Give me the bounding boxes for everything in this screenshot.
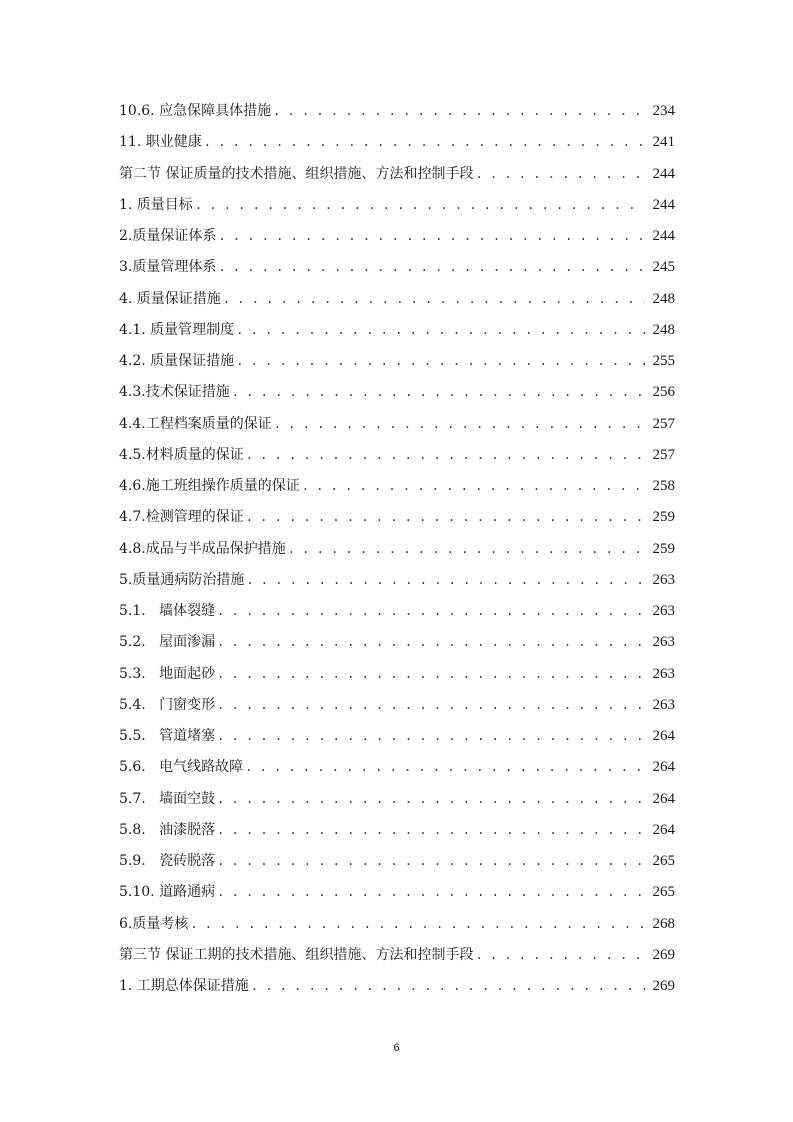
toc-entry-page-number: 257	[652, 446, 675, 463]
toc-entry-page-number: 264	[652, 759, 675, 776]
toc-entry-page-number: 248	[652, 290, 675, 307]
toc-entry[interactable]	[119, 690, 675, 721]
toc-dot-leader	[217, 627, 644, 658]
toc-dot-leader	[218, 252, 644, 283]
toc-entry-page-number: 263	[652, 571, 675, 588]
toc-entry-page-number: 258	[652, 478, 675, 494]
toc-dot-leader	[217, 659, 644, 690]
toc-dot-leader	[223, 284, 645, 315]
toc-entry-title: 5.6. 电气线路故障	[119, 759, 244, 776]
toc-dot-leader	[190, 909, 644, 940]
toc-dot-leader	[236, 315, 644, 346]
toc-entry[interactable]	[119, 846, 675, 877]
toc-entry-page-number: 257	[652, 415, 675, 432]
toc-entry-title: 5.5. 管道堵塞	[119, 728, 216, 744]
toc-dot-leader	[217, 690, 644, 721]
toc-entry[interactable]	[119, 909, 675, 940]
toc-entry-title: 5.质量通病防治措施	[119, 571, 245, 588]
toc-entry-title: 11. 职业健康	[119, 134, 202, 151]
toc-entry-title: 2.质量保证体系	[119, 228, 217, 244]
toc-dot-leader	[217, 846, 644, 877]
toc-entry-title: 6.质量考核	[119, 915, 189, 932]
toc-entry-page-number: 264	[652, 821, 675, 838]
toc-entry[interactable]	[119, 565, 675, 596]
toc-dot-leader	[195, 190, 645, 221]
page-number: 6	[393, 1042, 400, 1054]
toc-entry-page-number: 265	[652, 853, 675, 869]
toc-entry[interactable]	[119, 190, 675, 221]
toc-entry[interactable]	[119, 346, 675, 377]
toc-entry-page-number: 259	[652, 509, 675, 526]
toc-dot-leader	[475, 159, 644, 190]
toc-dot-leader	[246, 440, 645, 471]
toc-entry[interactable]	[119, 252, 675, 283]
toc-entry-page-number: 264	[652, 790, 675, 807]
toc-entry[interactable]	[119, 752, 675, 783]
toc-entry[interactable]	[119, 377, 675, 408]
toc-entry-page-number: 255	[652, 353, 675, 369]
toc-entry-title: 1. 质量目标	[119, 196, 193, 213]
toc-entry-page-number: 234	[652, 103, 675, 119]
toc-entry-page-number: 248	[652, 321, 675, 338]
toc-entry-title: 10.6. 应急保障具体措施	[119, 103, 272, 119]
toc-entry-title: 第二节 保证质量的技术措施、组织措施、方法和控制手段	[119, 165, 474, 182]
toc-entry[interactable]	[119, 596, 675, 627]
toc-entry-title: 5.2. 屋面渗漏	[119, 634, 216, 651]
toc-entry-page-number: 263	[652, 665, 675, 682]
toc-entry-title: 5.9. 瓷砖脱落	[119, 853, 216, 869]
toc-entry-title: 5.4. 门窗变形	[119, 696, 216, 713]
toc-dot-leader	[274, 409, 645, 440]
toc-entry-page-number: 269	[652, 978, 675, 994]
toc-entry[interactable]	[119, 971, 675, 1002]
toc-entry[interactable]	[119, 96, 675, 127]
toc-dot-leader	[217, 784, 644, 815]
toc-entry-title: 5.7. 墙面空鼓	[119, 790, 216, 807]
toc-dot-leader	[217, 721, 644, 752]
toc-dot-leader	[217, 877, 644, 908]
toc-entry-title: 4.4.工程档案质量的保证	[119, 415, 272, 432]
toc-dot-leader	[302, 471, 645, 502]
toc-entry[interactable]	[119, 627, 675, 658]
toc-entry-page-number: 244	[652, 196, 675, 213]
toc-entry-title: 4.3.技术保证措施	[119, 384, 230, 401]
toc-entry[interactable]	[119, 127, 675, 158]
toc-dot-leader	[217, 815, 644, 846]
toc-entry[interactable]	[119, 409, 675, 440]
toc-dot-leader	[217, 596, 644, 627]
toc-entry-title: 5.8. 油漆脱落	[119, 821, 216, 838]
toc-entry-page-number: 269	[652, 946, 675, 963]
toc-dot-leader	[218, 221, 644, 252]
toc-dot-leader	[246, 502, 645, 533]
toc-entry-page-number: 241	[652, 134, 675, 151]
toc-entry-page-number: 265	[652, 884, 675, 901]
toc-dot-leader	[232, 377, 645, 408]
toc-entry[interactable]	[119, 440, 675, 471]
toc-dot-leader	[273, 96, 644, 127]
toc-entry[interactable]	[119, 784, 675, 815]
toc-entry-title: 第三节 保证工期的技术措施、组织措施、方法和控制手段	[119, 946, 474, 963]
toc-entry[interactable]	[119, 502, 675, 533]
toc-entry[interactable]	[119, 159, 675, 190]
toc-entry-page-number: 263	[652, 634, 675, 651]
toc-entry-title: 4.5.材料质量的保证	[119, 446, 244, 463]
toc-entry-title: 1. 工期总体保证措施	[119, 978, 249, 994]
toc-dot-leader	[204, 127, 645, 158]
toc-entry-page-number: 244	[652, 228, 675, 244]
toc-entry[interactable]	[119, 877, 675, 908]
toc-entry-title: 4.2. 质量保证措施	[119, 353, 235, 369]
toc-entry-title: 5.10. 道路通病	[119, 884, 216, 901]
toc-entry-page-number: 264	[652, 728, 675, 744]
toc-entry[interactable]	[119, 534, 675, 565]
toc-entry[interactable]	[119, 471, 675, 502]
table-of-contents	[119, 96, 675, 1002]
toc-entry-page-number: 263	[652, 696, 675, 713]
toc-dot-leader	[236, 346, 644, 377]
toc-entry-page-number: 263	[652, 603, 675, 619]
toc-entry[interactable]	[119, 940, 675, 971]
toc-entry[interactable]	[119, 315, 675, 346]
toc-dot-leader	[475, 940, 644, 971]
toc-entry-title: 3.质量管理体系	[119, 259, 217, 276]
toc-dot-leader	[246, 565, 644, 596]
toc-dot-leader	[251, 971, 645, 1002]
toc-entry-page-number: 259	[652, 540, 675, 557]
toc-entry-page-number: 256	[652, 384, 675, 401]
toc-entry[interactable]	[119, 815, 675, 846]
toc-entry-page-number: 245	[652, 259, 675, 276]
toc-entry-title: 4.7.检测管理的保证	[119, 509, 244, 526]
toc-entry-title: 4.1. 质量管理制度	[119, 321, 235, 338]
toc-entry-title: 4.6.施工班组操作质量的保证	[119, 478, 300, 494]
toc-entry-title: 5.1. 墙体裂缝	[119, 603, 216, 619]
toc-entry[interactable]	[119, 221, 675, 252]
toc-entry-title: 5.3. 地面起砂	[119, 665, 216, 682]
toc-entry[interactable]	[119, 284, 675, 315]
toc-entry[interactable]	[119, 659, 675, 690]
toc-entry-page-number: 268	[652, 915, 675, 932]
toc-entry-page-number: 244	[652, 165, 675, 182]
toc-dot-leader	[288, 534, 645, 565]
toc-entry[interactable]	[119, 721, 675, 752]
toc-entry-title: 4. 质量保证措施	[119, 290, 221, 307]
toc-dot-leader	[245, 752, 644, 783]
toc-entry-title: 4.8.成品与半成品保护措施	[119, 540, 286, 557]
